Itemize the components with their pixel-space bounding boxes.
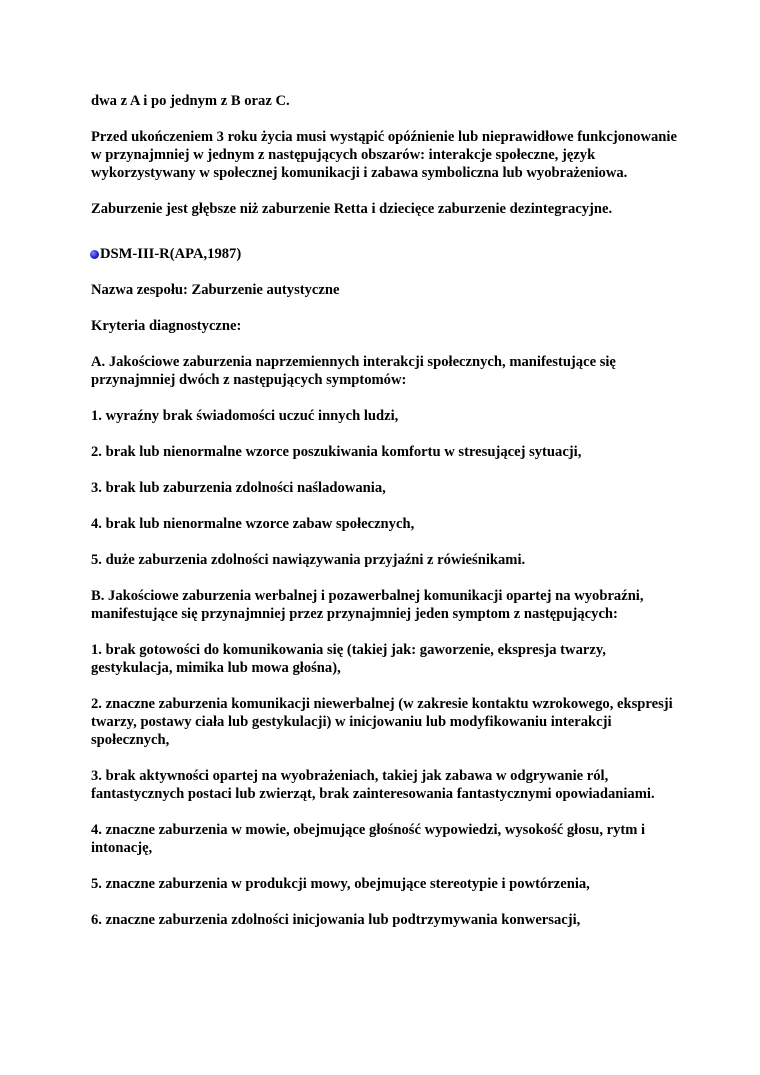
section-a-intro: A. Jakościowe zaburzenia naprzemiennych interakcji społecznych, manifestujące się przynajmniej dwóch z następujących symptomów: — [91, 354, 616, 388]
section-a-item: 3. brak lub zaburzenia zdolności naśladowania, — [91, 480, 386, 496]
section-b-item: 4. znaczne zaburzenia w mowie, obejmujące głośność wypowiedzi, wysokość głosu, rytm i intonację, — [91, 822, 646, 856]
section-a-item: 5. duże zaburzenia zdolności nawiązywania przyjaźni z rówieśnikami. — [91, 552, 526, 568]
syndrome-name: Nazwa zespołu: Zaburzenie autystyczne — [91, 282, 340, 298]
section-a-item: 4. brak lub nienormalne wzorce zabaw społecznych, — [91, 516, 415, 532]
section-b-item: 6. znaczne zaburzenia zdolności inicjowania lub podtrzymywania konwersacji, — [91, 912, 581, 928]
paragraph-onset: Przed ukończeniem 3 roku życia musi wystąpić opóźnienie lub nieprawidłowe funkcjonowanie w przynajmniej w jednym z następujących obszarów: interakcje społeczne, język wykorzystywany w społecznej komunikacji i zabawa symboliczna lub wyobrażeniowa. — [91, 129, 677, 181]
section-a-item: 1. wyraźny brak świadomości uczuć innych ludzi, — [91, 408, 399, 424]
bullet-icon — [90, 250, 99, 259]
document-body — [91, 92, 681, 947]
intro-line: dwa z A i po jednym z B oraz C. — [91, 93, 290, 109]
section-b-item: 5. znaczne zaburzenia w produkcji mowy, obejmujące stereotypie i powtórzenia, — [91, 876, 590, 892]
section-heading — [91, 245, 681, 263]
section-a-item: 2. brak lub nienormalne wzorce poszukiwania komfortu w stresującej sytuacji, — [91, 444, 582, 460]
section-heading-text: DSM-III-R(APA,1987) — [100, 246, 242, 262]
paragraph-severity: Zaburzenie jest głębsze niż zaburzenie Retta i dziecięce zaburzenie dezintegracyjne. — [91, 201, 613, 217]
section-b-item: 1. brak gotowości do komunikowania się (takiej jak: gaworzenie, ekspresja twarzy, gestykulacja, mimika lub mowa głośna), — [91, 642, 606, 676]
section-b-intro: B. Jakościowe zaburzenia werbalnej i pozawerbalnej komunikacji opartej na wyobraźni, manifestujące się przynajmniej przez przynajmniej jeden symptom z następujących: — [91, 588, 644, 622]
criteria-label: Kryteria diagnostyczne: — [91, 318, 242, 334]
section-b-item: 3. brak aktywności opartej na wyobrażeniach, takiej jak zabawa w odgrywanie ról, fantastycznych postaci lub zwierząt, brak zainteresowania fantastycznymi opowiadaniami. — [91, 768, 655, 802]
section-b-item: 2. znaczne zaburzenia komunikacji niewerbalnej (w zakresie kontaktu wzrokowego, ekspresji twarzy, postawy ciała lub gestykulacji) w inicjowaniu lub modyfikowaniu interakcji społecznych, — [91, 696, 673, 748]
